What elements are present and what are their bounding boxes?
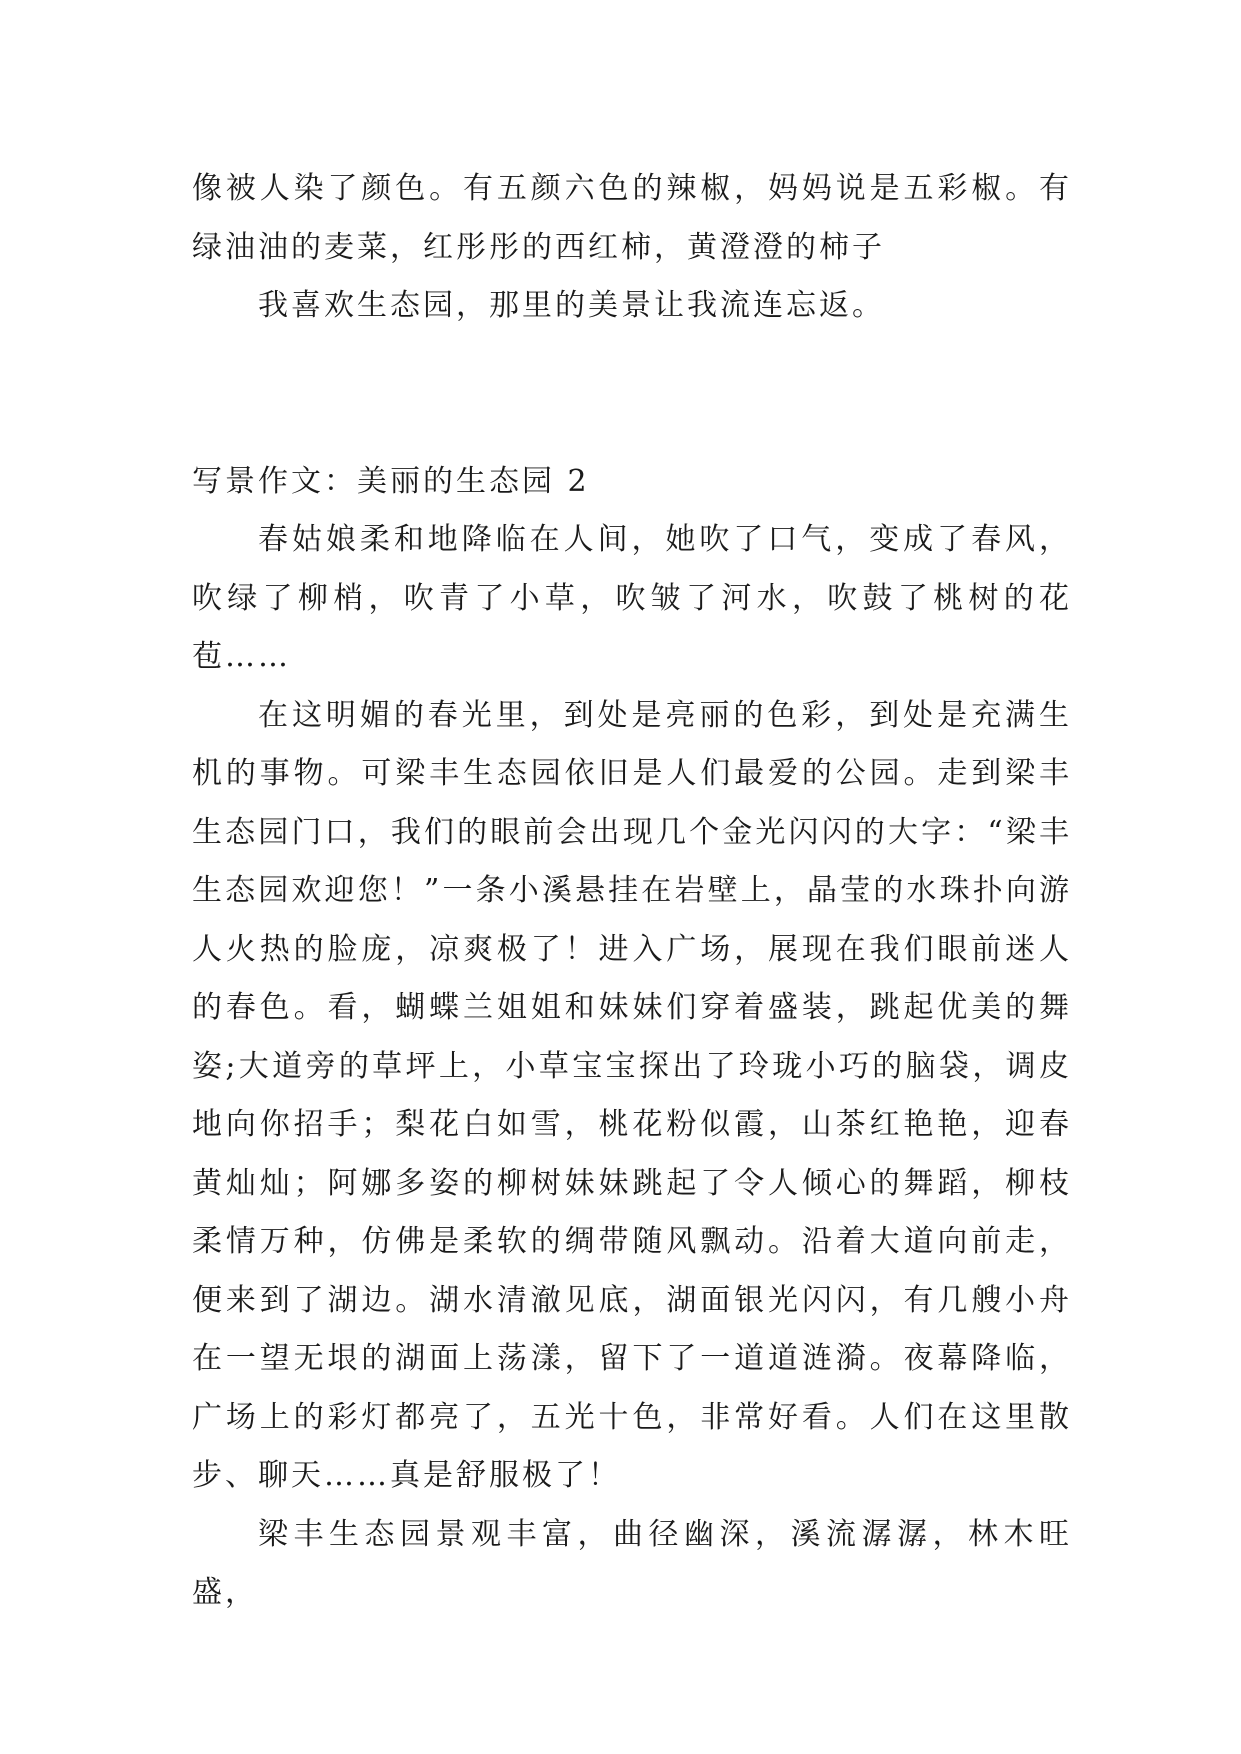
essay-title: 写景作文：美丽的生态园 2	[192, 463, 590, 499]
closing-paragraph: 我喜欢生态园，那里的美景让我流连忘返。	[258, 288, 885, 323]
essay-paragraph-2: 在这明媚的春光里，到处是亮丽的色彩，到处是充满生机的事物。可梁丰生态园依旧是人们最爱的公园。走到梁丰生态园门口，我们的眼前会出现几个金光闪闪的大字：“梁丰生态园欢迎您！”一条小溪悬挂在岩壁上，晶莹的水珠扑向游人火热的脸庞，凉爽极了！进入广场，展现在我们眼前迷人的春色。看，蝴蝶兰姐姐和妹妹们穿着盛装，跳起优美的舞姿;大道旁的草坪上，小草宝宝探出了玲珑小巧的脑袋，调皮地向你招手；梨花白如雪，桃花粉似霞，山茶红艳艳，迎春黄灿灿；阿娜多姿的柳树妹妹跳起了令人倾心的舞蹈，柳枝柔情万种，仿佛是柔软的绸带随风飘动。沿着大道向前走，便来到了湖边。湖水清澈见底，湖面银光闪闪，有几艘小舟在一望无垠的湖面上荡漾，留下了一道道涟漪。夜幕降临，广场上的彩灯都亮了，五光十色，非常好看。人们在这里散步、聊天……真是舒服极了！	[192, 697, 1072, 1493]
essay-paragraph-1: 春姑娘柔和地降临在人间，她吹了口气，变成了春风，吹绿了柳梢，吹青了小草，吹皱了河水，吹鼓了桃树的花苞……	[192, 522, 1072, 674]
essay-paragraph-3: 梁丰生态园景观丰富，曲径幽深，溪流潺潺，林木旺盛，	[192, 1516, 1072, 1610]
document-body	[192, 160, 1072, 1623]
continued-paragraph: 像被人染了颜色。有五颜六色的辣椒，妈妈说是五彩椒。有绿油油的麦菜，红彤彤的西红柿，黄澄澄的柿子	[192, 171, 1072, 265]
